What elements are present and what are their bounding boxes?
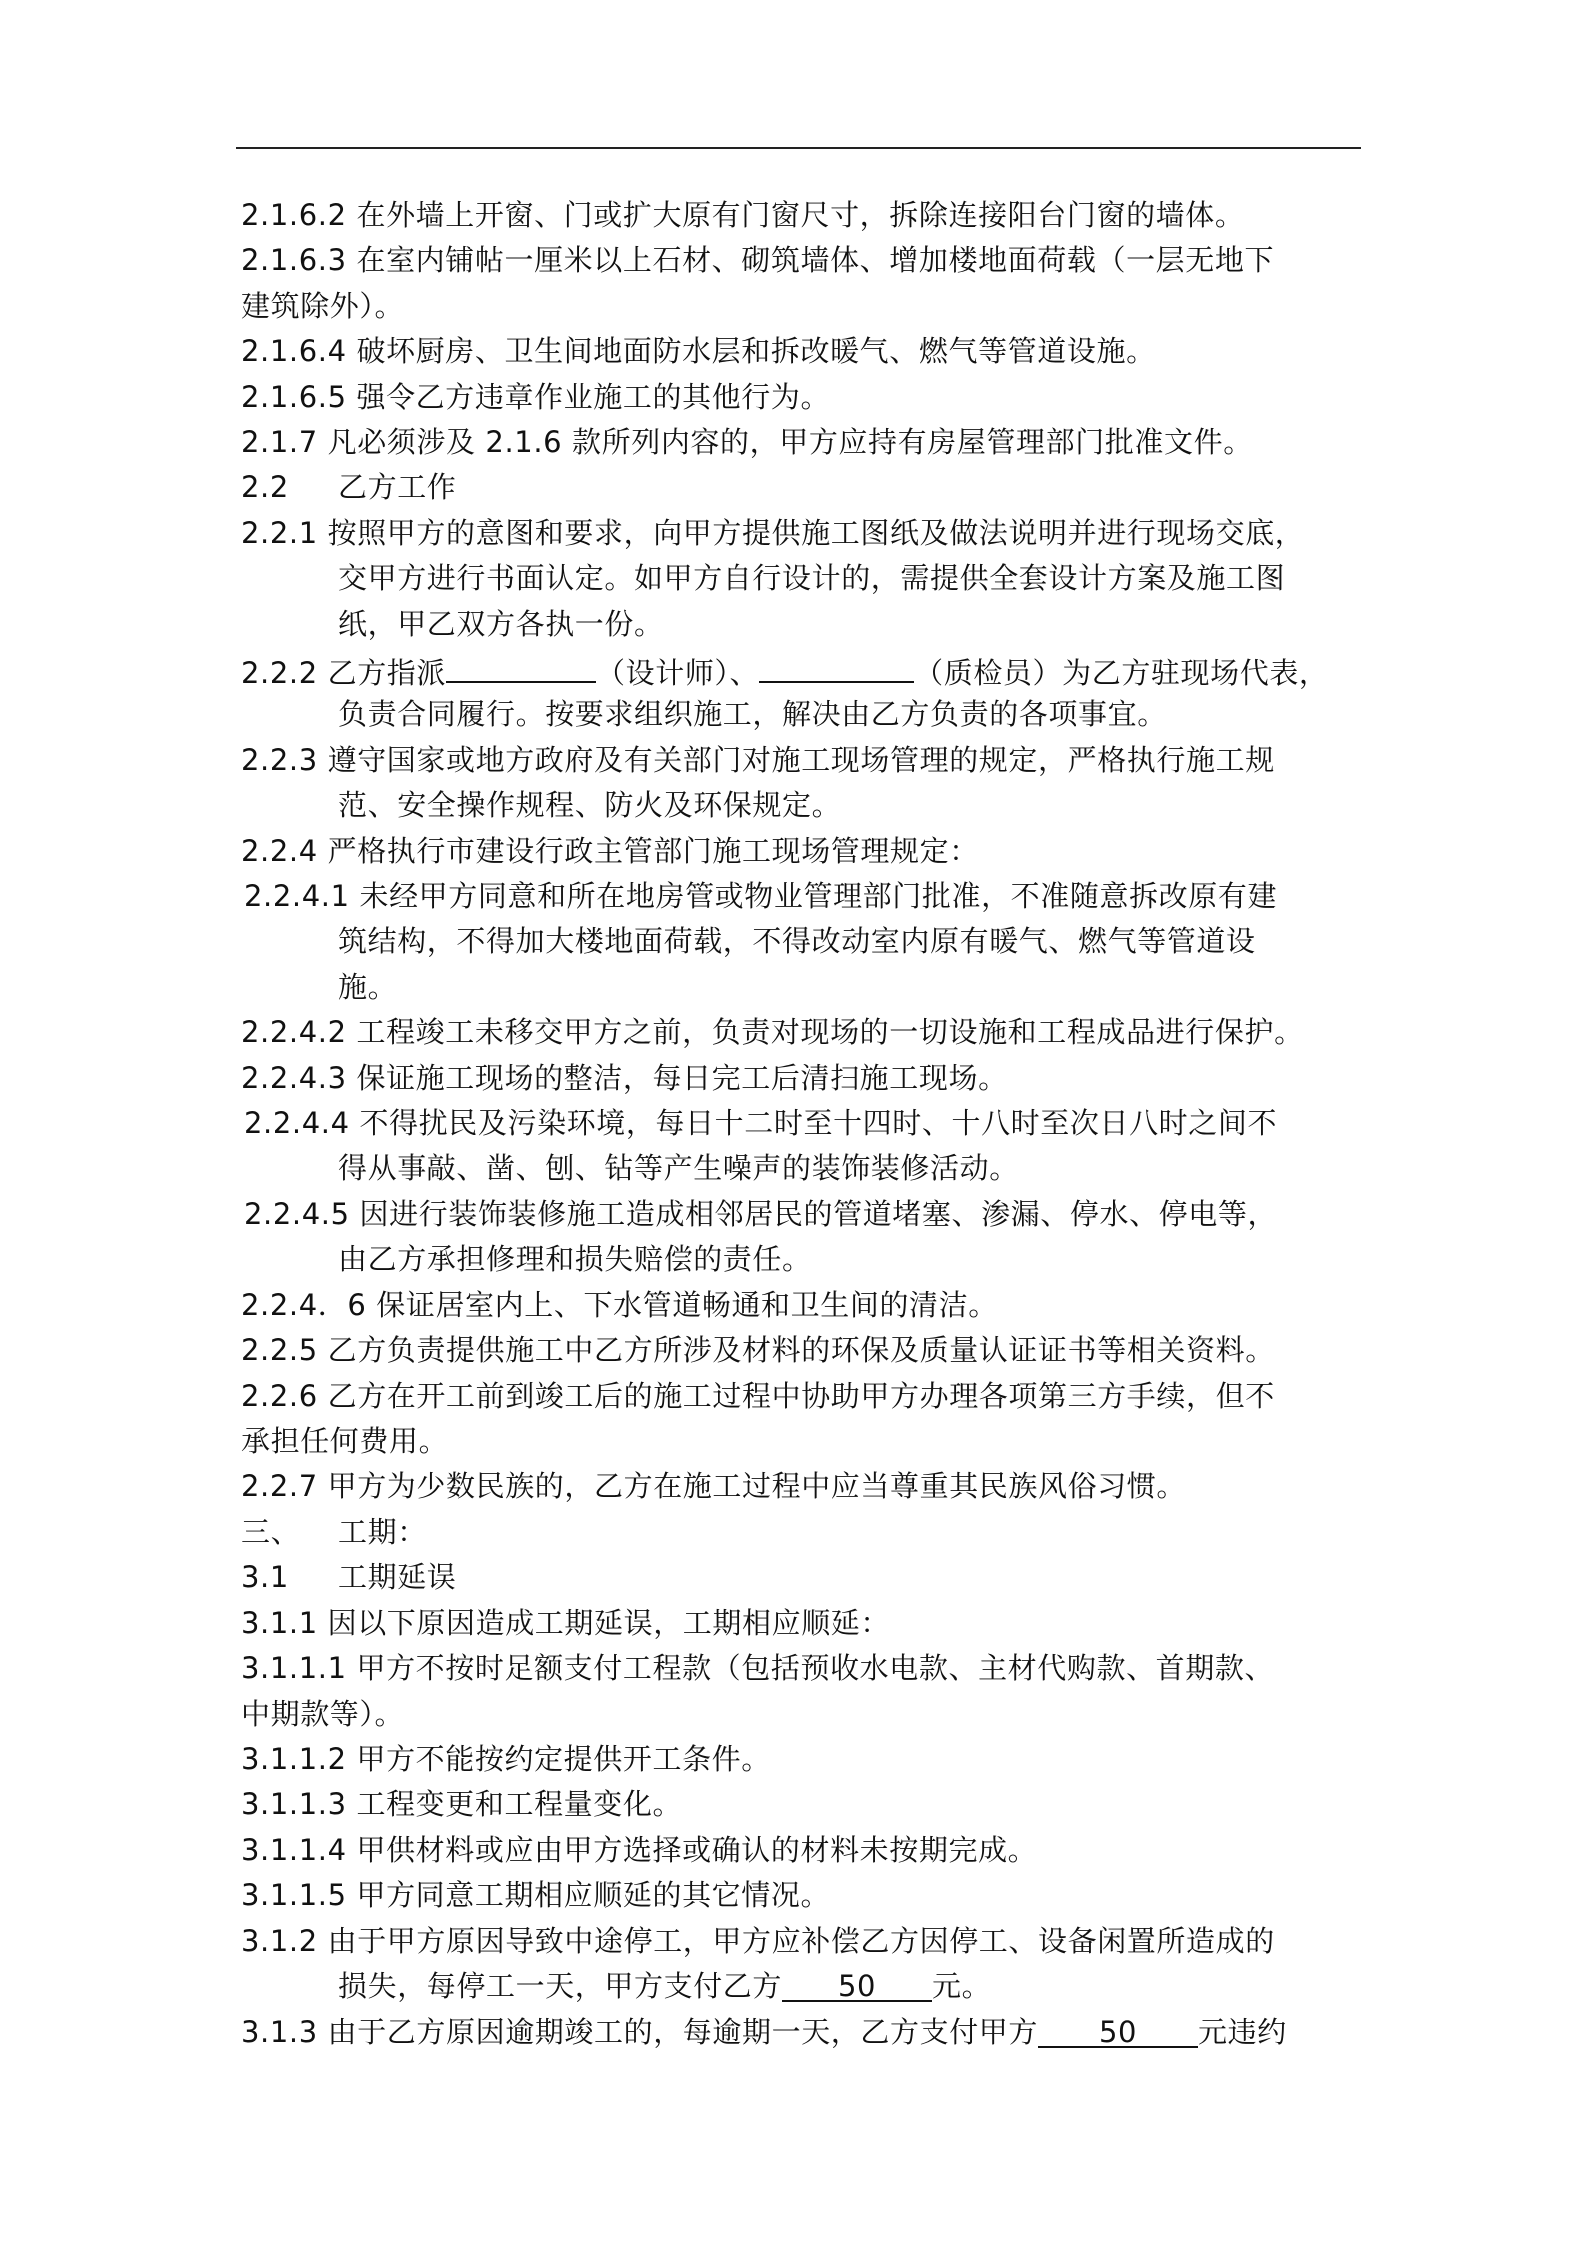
- clause-2-2-1-cont-1: 交甲方进行书面认定。如甲方自行设计的，需提供全套设计方案及施工图: [338, 561, 1286, 595]
- clause-2-2-4-4-cont: 得从事敲、凿、刨、钻等产生噪声的装饰装修活动。: [338, 1151, 1019, 1185]
- clause-2-2-4-1: 2.2.4.1 未经甲方同意和所在地房管或物业管理部门批准，不准随意拆改原有建: [244, 879, 1278, 913]
- clause-3-1-1-2: 3.1.1.2 甲方不能按约定提供开工条件。: [241, 1742, 771, 1776]
- clause-2-2-4-6: 2.2.4．6 保证居室内上、下水管道畅通和卫生间的清洁。: [241, 1288, 998, 1322]
- chapter-number-3: 三、: [241, 1515, 301, 1549]
- clause-3-1-1-3: 3.1.1.3 工程变更和工程量变化。: [241, 1787, 683, 1821]
- section-title-3-1: 工期延误: [338, 1560, 457, 1594]
- clause-2-2-4-2: 2.2.4.2 工程竣工未移交甲方之前，负责对现场的一切设施和工程成品进行保护。: [241, 1015, 1304, 1049]
- clause-3-1-2-lead: 损失，每停工一天，甲方支付乙方: [338, 1969, 783, 2003]
- clause-3-1-1-4: 3.1.1.4 甲供材料或应由甲方选择或确认的材料未按期完成。: [241, 1833, 1038, 1867]
- clause-2-2-2-cont: 负责合同履行。按要求组织施工，解决由乙方负责的各项事宜。: [338, 697, 1167, 731]
- designer-label: （设计师）、: [596, 656, 760, 690]
- clause-3-1-2-unit: 元。: [932, 1969, 992, 2003]
- clause-2-2-6-cont: 承担任何费用。: [241, 1424, 449, 1458]
- clause-2-1-6-3: 2.1.6.3 在室内铺帖一厘米以上石材、砌筑墙体、增加楼地面荷载（一层无地下: [241, 243, 1275, 277]
- clause-2-1-6-3-cont: 建筑除外）。: [241, 289, 405, 323]
- clause-2-2-4-5: 2.2.4.5 因进行装饰装修施工造成相邻居民的管道堵塞、渗漏、停水、停电等，: [244, 1197, 1278, 1231]
- designer-blank: [446, 647, 596, 683]
- clause-3-1-2-cont: [338, 1964, 991, 2008]
- clause-2-2-2: [241, 647, 1329, 691]
- clause-2-2-4: 2.2.4 严格执行市建设行政主管部门施工现场管理规定：: [241, 834, 979, 868]
- clause-3-1-1-1-cont: 中期款等）。: [241, 1697, 405, 1731]
- inspector-label: （质检员）为乙方驻现场代表，: [914, 656, 1329, 690]
- clause-2-2-7: 2.2.7 甲方为少数民族的，乙方在施工过程中应当尊重其民族风俗习惯。: [241, 1469, 1187, 1503]
- clause-2-1-6-5: 2.1.6.5 强令乙方违章作业施工的其他行为。: [241, 380, 831, 414]
- clause-2-2-6: 2.2.6 乙方在开工前到竣工后的施工过程中协助甲方办理各项第三方手续，但不: [241, 1379, 1275, 1413]
- clause-3-1-3-lead: 3.1.3 由于乙方原因逾期竣工的，每逾期一天，乙方支付甲方: [241, 2015, 1039, 2049]
- clause-2-1-6-4: 2.1.6.4 破坏厨房、卫生间地面防水层和拆改暖气、燃气等管道设施。: [241, 334, 1156, 368]
- clause-2-2-3: 2.2.3 遵守国家或地方政府及有关部门对施工现场管理的规定，严格执行施工规: [241, 743, 1275, 777]
- clause-3-1-1-1: 3.1.1.1 甲方不按时足额支付工程款（包括预收水电款、主材代购款、首期款、: [241, 1651, 1275, 1685]
- chapter-title-3: 工期：: [338, 1515, 427, 1549]
- clause-2-2-3-cont: 范、安全操作规程、防火及环保规定。: [338, 788, 842, 822]
- section-title-2-2: 乙方工作: [338, 470, 457, 504]
- clause-2-2-4-1-cont-1: 筑结构，不得加大楼地面荷载，不得改动室内原有暖气、燃气等管道设: [338, 924, 1256, 958]
- clause-3-1-1-5: 3.1.1.5 甲方同意工期相应顺延的其它情况。: [241, 1878, 831, 1912]
- clause-3-1-1: 3.1.1 因以下原因造成工期延误，工期相应顺延：: [241, 1606, 891, 1640]
- clause-2-1-6-2: 2.1.6.2 在外墙上开窗、门或扩大原有门窗尺寸，拆除连接阳台门窗的墙体。: [241, 198, 1245, 232]
- contractor-delay-amount: 50: [1038, 2012, 1198, 2048]
- clause-3-1-2: 3.1.2 由于甲方原因导致中途停工，甲方应补偿乙方因停工、设备闲置所造成的: [241, 1924, 1275, 1958]
- clause-2-2-4-1-cont-2: 施。: [338, 970, 398, 1004]
- clause-2-2-4-4: 2.2.4.4 不得扰民及污染环境，每日十二时至十四时、十八时至次日八时之间不: [244, 1106, 1278, 1140]
- clause-2-2-1-cont-2: 纸，甲乙双方各执一份。: [338, 607, 664, 641]
- section-number-3-1: 3.1: [241, 1560, 289, 1594]
- clause-2-2-1: 2.2.1 按照甲方的意图和要求，向甲方提供施工图纸及做法说明并进行现场交底，: [241, 516, 1305, 550]
- clause-2-2-4-5-cont: 由乙方承担修理和损失赔偿的责任。: [338, 1242, 812, 1276]
- clause-3-1-3-tail: 元违约: [1198, 2015, 1287, 2049]
- clause-2-2-2-lead: 2.2.2 乙方指派: [241, 656, 447, 690]
- clause-2-2-4-3: 2.2.4.3 保证施工现场的整洁，每日完工后清扫施工现场。: [241, 1061, 1008, 1095]
- clause-2-2-5: 2.2.5 乙方负责提供施工中乙方所涉及材料的环保及质量认证证书等相关资料。: [241, 1333, 1275, 1367]
- owner-delay-amount: 50: [782, 1966, 932, 2002]
- clause-2-1-7: 2.1.7 凡必须涉及 2.1.6 款所列内容的，甲方应持有房屋管理部门批准文件。: [241, 425, 1253, 459]
- section-number-2-2: 2.2: [241, 470, 289, 504]
- clause-3-1-3: [241, 2010, 1287, 2054]
- inspector-blank: [759, 647, 914, 683]
